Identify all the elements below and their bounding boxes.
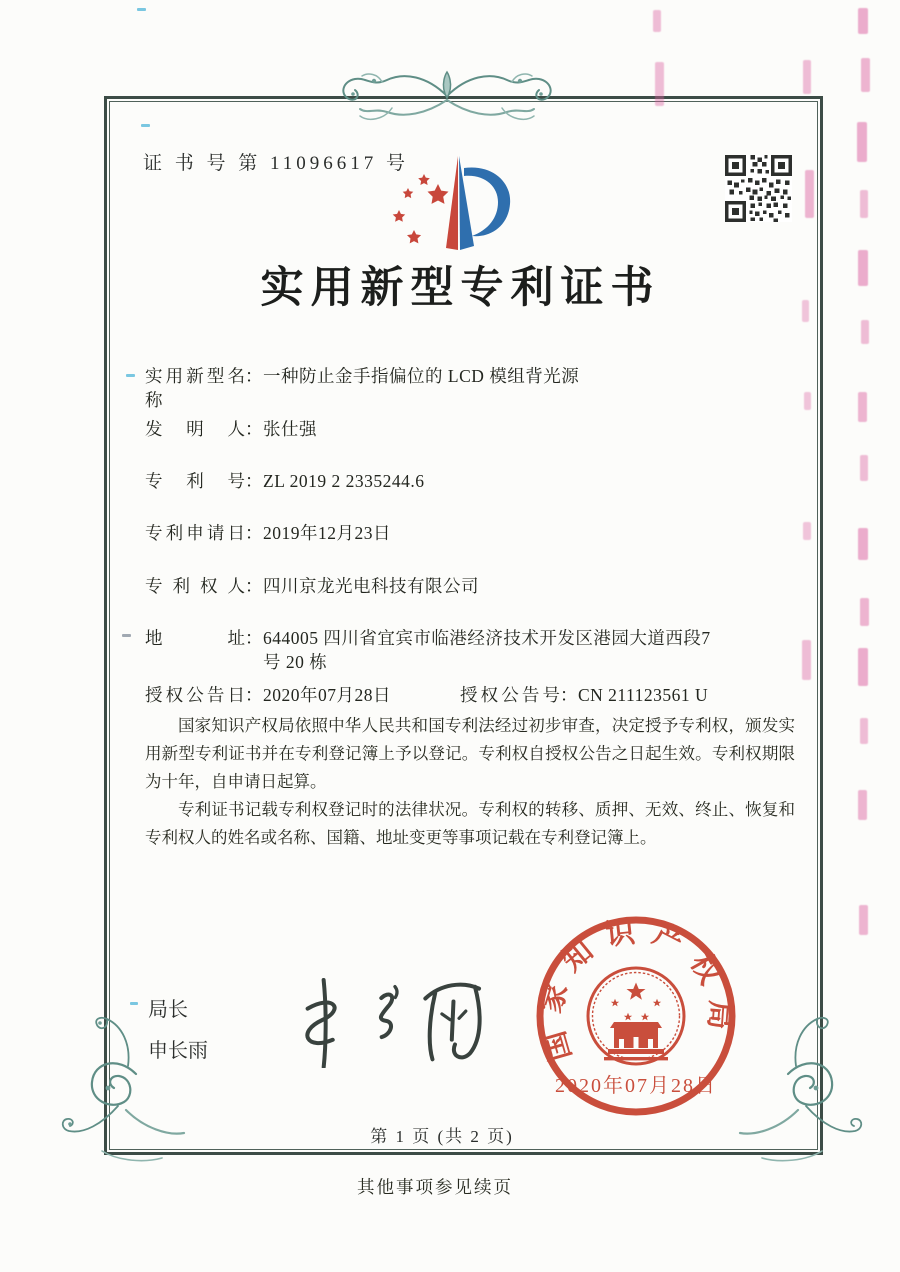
scan-artifact — [130, 1002, 138, 1005]
field-row-filing-date — [145, 521, 815, 545]
field-row-grant — [145, 683, 815, 707]
field-value-grant-date: 2020年07月28日 — [263, 685, 391, 705]
field-value-address-line2: 号 20 栋 — [263, 652, 328, 672]
scan-artifact — [805, 170, 814, 218]
scan-artifact — [860, 718, 868, 744]
field-row-address — [145, 626, 815, 674]
scan-artifact — [858, 8, 868, 34]
scan-artifact — [122, 634, 131, 637]
cnipa-logo-icon — [372, 146, 552, 268]
field-value-inventor: 张仕强 — [263, 419, 317, 439]
field-label: 专利权人 — [145, 576, 245, 596]
scan-artifact — [861, 58, 870, 92]
scan-artifact — [126, 374, 135, 377]
officer-block — [148, 993, 208, 1063]
field-colon: ： — [560, 685, 578, 705]
scan-artifact — [802, 640, 811, 680]
field-colon: ： — [245, 576, 263, 596]
scan-artifact — [860, 455, 868, 481]
field-label: 专利号 — [145, 471, 245, 491]
field-label: 地址 — [145, 628, 245, 648]
field-colon: ： — [245, 366, 263, 386]
officer-name: 申长雨 — [148, 1040, 208, 1062]
field-value-patent-number: ZL 2019 2 2335244.6 — [263, 471, 425, 491]
scan-artifact — [141, 124, 150, 127]
seal-date: 2020年07月28日 — [555, 1075, 717, 1097]
field-label: 授权公告号 — [460, 685, 560, 705]
field-label: 授权公告日 — [145, 685, 245, 705]
legal-paragraph-1: 国家知识产权局依照中华人民共和国专利法经过初步审查，决定授予专利权，颁发实用新型专利证书并在专利登记簿上予以登记。专利权自授权公告之日起生效。专利权期限为十年，自申请日起算。 — [145, 716, 795, 791]
field-colon: ： — [245, 685, 263, 705]
legal-text — [145, 712, 795, 852]
national-emblem — [588, 968, 684, 1064]
field-colon: ： — [245, 471, 263, 491]
legal-paragraph-2: 专利证书记载专利权登记时的法律状况。专利权的转移、质押、无效、终止、恢复和专利权人的姓名或名称、国籍、地址变更等事项记载在专利登记簿上。 — [145, 800, 795, 847]
field-row-invention-name — [145, 364, 815, 412]
seal-agency-text: 国家知识产权局 — [534, 915, 737, 1065]
scan-artifact — [802, 300, 809, 322]
scan-artifact — [858, 250, 868, 286]
scan-artifact — [858, 790, 867, 820]
scan-artifact — [803, 522, 811, 540]
field-value-grant-number: CN 211123561 U — [578, 685, 709, 705]
officer-role: 局长 — [148, 999, 188, 1021]
field-value-invention-name: 一种防止金手指偏位的 LCD 模组背光源 — [263, 366, 580, 386]
scan-artifact — [858, 392, 867, 422]
continuation-note: 其他事项参见续页 — [357, 1177, 513, 1197]
scan-artifact — [860, 598, 869, 626]
certificate-title: 实用新型专利证书 — [260, 265, 661, 312]
field-row-patent-number — [145, 469, 815, 493]
cnipa-official-seal — [528, 908, 744, 1124]
field-grant-number — [460, 683, 708, 707]
field-value-patentee: 四川京龙光电科技有限公司 — [263, 576, 479, 596]
scan-artifact — [861, 320, 869, 344]
qr-code-icon — [725, 155, 792, 222]
certificate-number: 证 书 号 第 11096617 号 — [143, 153, 410, 174]
scan-artifact — [137, 8, 146, 11]
page-number: 第 1 页 (共 2 页) — [370, 1127, 514, 1146]
scan-artifact — [653, 10, 661, 32]
field-label: 发明人 — [145, 419, 245, 439]
scan-artifact — [803, 60, 811, 94]
field-value-address-line1: 644005 四川省宜宾市临港经济技术开发区港园大道西段7 — [263, 628, 711, 648]
field-row-inventor — [145, 417, 815, 441]
scan-artifact — [858, 528, 868, 560]
scan-artifact — [655, 62, 664, 106]
field-label: 实用新型名称 — [145, 366, 245, 410]
field-label: 专利申请日 — [145, 523, 245, 543]
scan-artifact — [857, 122, 867, 162]
handwritten-signature-icon — [278, 968, 488, 1068]
scan-artifact — [804, 392, 811, 410]
field-row-patentee — [145, 574, 815, 598]
field-colon: ： — [245, 628, 263, 648]
field-colon: ： — [245, 419, 263, 439]
scan-artifact — [860, 190, 868, 218]
field-value-filing-date: 2019年12月23日 — [263, 523, 391, 543]
scan-artifact — [858, 648, 868, 686]
scan-artifact — [859, 905, 868, 935]
field-colon: ： — [245, 523, 263, 543]
